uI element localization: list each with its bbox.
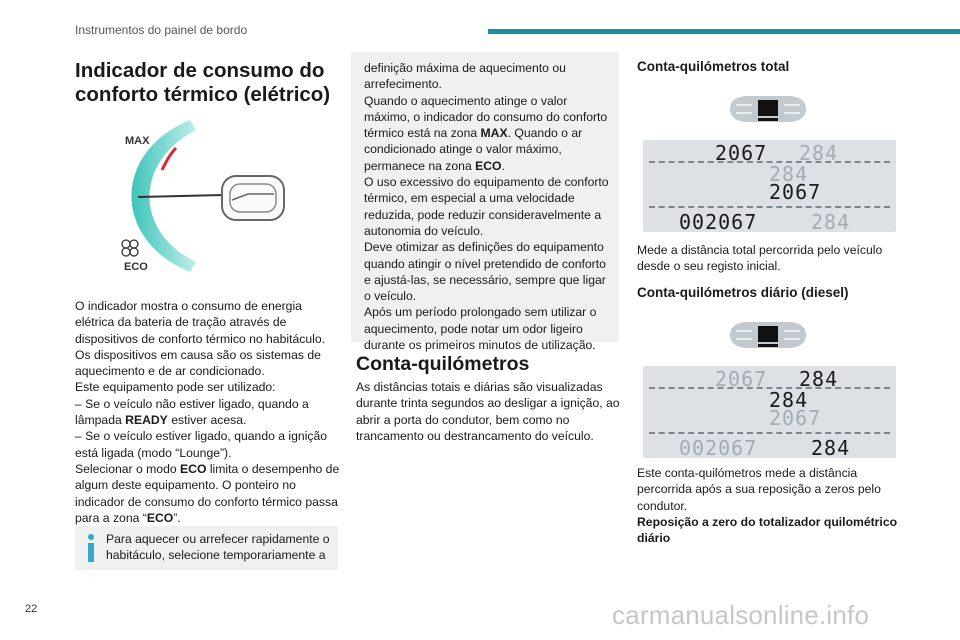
total-odometer-description: Mede a distância total percorrida pelo veículo desde o seu registo inicial. <box>637 243 883 274</box>
section-title-thermal <box>75 59 330 107</box>
gauge-needle <box>138 195 224 197</box>
page-number: 22 <box>25 603 38 615</box>
odo-mid-total: 2067 <box>769 180 822 204</box>
odo-top-total: 2067 <box>715 141 768 165</box>
odo-mid-trip: 284 <box>769 162 809 186</box>
title-line-2: conforto térmico (elétrico) <box>75 83 331 106</box>
section-title-odometer: Conta-quilómetros <box>356 353 530 375</box>
thermal-comfort-gauge-illustration <box>112 112 312 277</box>
paragraph: O indicador mostra o consumo de energia elétrica da bateria de tração através de dispositivos de conforto térmico no habitáculo. <box>75 299 325 346</box>
paragraph: Os dispositivos em causa são os sistemas de aquecimento e de ar condicionado. <box>75 347 321 379</box>
subsection-title-trip-odometer: Conta-quilómetros diário (diesel) <box>637 285 849 300</box>
odo-top-total: 2067 <box>715 367 768 391</box>
paragraph: Este conta-quilómetros mede a distância percorrida após a sua reposição a zeros pelo condutor. <box>637 466 881 513</box>
odo-top-trip: 284 <box>799 367 839 391</box>
divider <box>649 206 890 208</box>
paragraph: Quando o aquecimento atinge o valor máximo, o indicador do consumo do conforto térmico está na zona MAX. Quando o ar condicionado atinge o valor máximo, permanece na zona ECO. <box>364 93 608 173</box>
odo-mid-trip: 284 <box>769 388 809 412</box>
instrument-panel-icon <box>728 318 808 352</box>
trip-odometer-description <box>637 465 902 546</box>
odo-bottom-total: 002067 <box>679 210 758 234</box>
gauge-knob <box>222 176 284 220</box>
paragraph: Após um período prolongado sem utilizar o aquecimento, pode notar um odor ligeiro durante os primeiros minutos de utilização. <box>364 305 597 353</box>
paragraph: Selecionar o modo ECO limita o desempenho de algum deste equipamento. O ponteiro no indicador de consumo do conforto térmico passa para a zona “ECO”. <box>75 461 340 525</box>
info-icon <box>88 543 94 562</box>
info-box-continued <box>351 52 619 353</box>
paragraph: definição máxima de aquecimento ou arrefecimento. <box>364 61 566 92</box>
total-odometer-display <box>643 140 896 232</box>
title-line-1: Indicador de consumo do <box>75 59 325 82</box>
odo-mid-total: 2067 <box>769 406 822 430</box>
paragraph: O uso excessivo do equipamento de conforto térmico, em especial a uma velocidade reduzida, pode reduzir consideravelmente a autonomia do veículo. <box>364 175 609 238</box>
odometer-intro: As distâncias totais e diárias são visualizadas durante trinta segundos ao desligar a ignição, ao abrir a porta do condutor, bem como no trancamento ou destrancamento do veículo. <box>356 380 620 443</box>
paragraph: Deve otimizar as definições do equipamento quando atingir o nível pretendido de conforto e ajustá-las, se necessário, sempre que ligar o veículo. <box>364 240 606 304</box>
divider <box>649 432 890 434</box>
instrument-panel-icon <box>728 92 808 126</box>
info-box-text <box>364 60 613 353</box>
odo-bottom-total: 002067 <box>679 436 758 460</box>
list-item: – Se o veículo não estiver ligado, quando a lâmpada READY estiver acesa. <box>75 396 309 428</box>
info-box <box>75 526 338 570</box>
col1-body <box>75 298 340 526</box>
odo-bottom-trip: 284 <box>811 436 851 460</box>
list-item: – Se o veículo estiver ligado, quando a ignição está ligada (modo “Lounge”). <box>75 429 328 460</box>
paragraph-heading: Reposição a zero do totalizador quilométrico diário <box>637 514 898 546</box>
eco-leaf-icon <box>122 240 138 256</box>
running-header: Instrumentos do painel de bordo <box>75 23 248 37</box>
info-box-text: Para aquecer ou arrefecer rapidamente o habitáculo, selecione temporariamente a <box>106 532 330 563</box>
subsection-title-total-odometer: Conta-quilómetros total <box>637 59 790 74</box>
gauge-eco-label: ECO <box>124 261 148 273</box>
odo-bottom-trip: 284 <box>811 210 851 234</box>
watermark: carmanualsonline.info <box>612 600 870 630</box>
trip-odometer-display <box>643 366 896 458</box>
odo-top-trip: 284 <box>799 141 839 165</box>
gauge-max-label: MAX <box>125 135 150 147</box>
paragraph: Este equipamento pode ser utilizado: <box>75 380 276 395</box>
header-accent-bar <box>488 29 960 34</box>
